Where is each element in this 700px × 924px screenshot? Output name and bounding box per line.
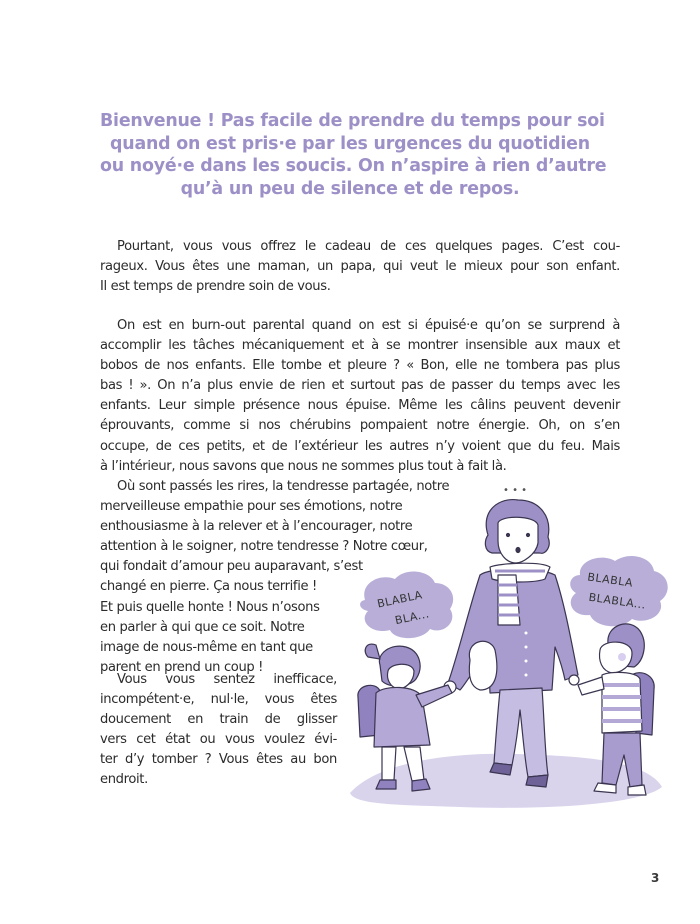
paragraph-line: en parler à qui que ce soit. Notre <box>100 619 305 635</box>
intro-line: Bienvenue ! Pas facile de prendre du temps pour soi <box>100 111 605 131</box>
family-illustration <box>340 475 680 810</box>
paragraph-line: bobos de nos enfants. Elle tombe et pleure ? « Bon, elle ne tombera pas plus <box>100 358 620 374</box>
paragraph-line: merveilleuse empathie pour ses émotions, notre <box>100 499 403 515</box>
paragraph-line: Pourtant, vous vous offrez le cadeau de ces quelques pages. C’est cou- <box>117 239 620 254</box>
intro-line: qu’à un peu de silence et de repos. <box>180 178 520 199</box>
paragraph-line: enfants. Leur simple présence nous épuise. Même les câlins peuvent devenir <box>100 398 620 414</box>
paragraph-line: accomplir les tâches mécaniquement et à se montrer insensible aux maux et <box>100 338 620 354</box>
bubble-right-line-2: BLABLA... <box>587 590 647 612</box>
intro-line: ou noyé·e dans les soucis. On n’aspire à rien d’autre <box>100 156 607 176</box>
bubble-left-line-2: BLA... <box>393 607 431 628</box>
paragraph-line: enthousiasme à la relever et à l’encourager, notre <box>100 519 413 535</box>
page-number: 3 <box>651 871 660 885</box>
intro-line: quand on est pris·e par les urgences du quotidien <box>110 133 590 154</box>
paragraph-line: rageux. Vous êtes une maman, un papa, qui veut le mieux pour son enfant. <box>100 259 620 275</box>
mother-figure <box>444 500 579 787</box>
paragraph-line: doucement en train de glisser <box>100 712 337 728</box>
intro-heading <box>100 110 607 200</box>
paragraph-line: image de nous-même en tant que <box>100 639 313 655</box>
paragraph-1 <box>100 237 620 297</box>
paragraph-line: à l’intérieur, nous savons que nous ne sommes plus tout à fait là. <box>100 458 507 474</box>
paragraph-line: bas ! ». On n’a plus envie de rien et surtout pas de passer du temps avec les <box>100 378 620 394</box>
paragraph-line: On est en burn-out parental quand on est si épuisé·e qu’on se surprend à <box>117 318 620 333</box>
paragraph-line: occupe, de ces petits, et de l’extérieur les autres n’y voient que du feu. Mais <box>100 438 620 454</box>
paragraph-line: vers cet état ou vous voulez évi- <box>100 732 337 748</box>
paragraph-line: Où sont passés les rires, la tendresse partagée, notre <box>117 479 450 494</box>
bubble-right-line-1: BLABLA <box>586 570 634 590</box>
paragraph-line: Il est temps de prendre soin de vous. <box>100 279 331 295</box>
paragraph-line: changé en pierre. Ça nous terrifie ! <box>100 579 317 595</box>
speech-bubble-right <box>570 556 668 626</box>
paragraph-line: Vous vous sentez inefficace, <box>117 672 337 687</box>
paragraph-line: Et puis quelle honte ! Nous n’osons <box>100 599 320 615</box>
paragraph-line: éprouvants, comme si nos chérubins pompaient notre énergie. Oh, on s’en <box>100 418 620 434</box>
paragraph-line: incompétent·e, nul·le, vous êtes <box>100 692 337 708</box>
paragraph-line: parent en prend un coup ! <box>100 659 264 675</box>
paragraph-line: endroit. <box>100 772 148 788</box>
paragraph-line: qui fondait d’amour peu auparavant, s’est <box>100 559 363 575</box>
bubble-left-line-1: BLABLA <box>375 588 424 611</box>
paragraph-2 <box>100 316 620 477</box>
speech-bubble-left <box>360 571 453 638</box>
paragraph-line: attention à le soigner, notre tendresse ? Notre cœur, <box>100 539 428 555</box>
paragraph-line: ter d’y tomber ? Vous êtes au bon <box>100 752 337 768</box>
paragraph-4 <box>100 670 337 791</box>
thought-dots: • • • <box>503 485 528 496</box>
